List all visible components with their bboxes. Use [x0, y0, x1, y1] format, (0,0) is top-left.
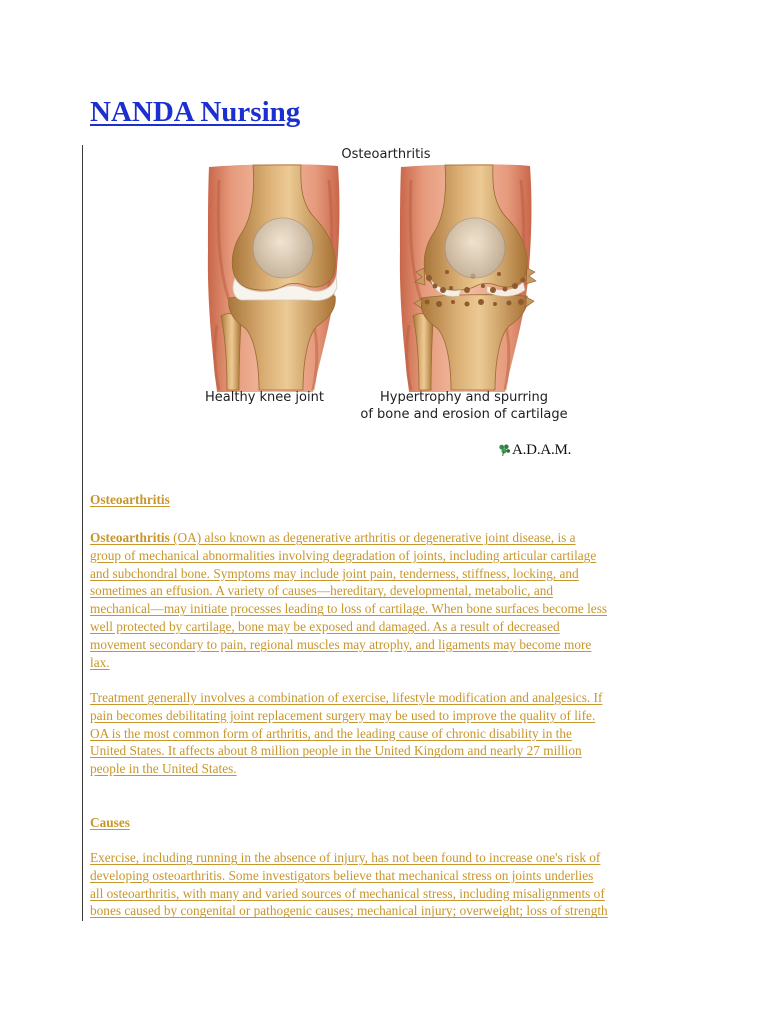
spur-spot [481, 284, 485, 288]
paragraph-line-text[interactable]: (OA) also known as degenerative arthritis or degenerative joint disease, is a [173, 530, 576, 545]
paragraph-causes [90, 849, 608, 920]
paragraph-line[interactable]: lax. [90, 654, 110, 670]
spur-spot [445, 270, 449, 274]
leaf-icon [498, 443, 511, 457]
paragraph-line[interactable]: all osteoarthritis, with many and varied sources of mechanical stress, including misalignments of [90, 885, 605, 901]
paragraph-line[interactable] [90, 529, 607, 547]
spur-spot [478, 299, 484, 305]
spur-spot [503, 287, 508, 292]
paragraph-line[interactable]: well protected by cartilage, bone may be exposed and damaged. As a result of decreased [90, 618, 560, 634]
caption-line: of bone and erosion of cartilage [360, 407, 568, 422]
caption-osteoarthritic-knee [344, 389, 584, 423]
section-heading-block [90, 491, 170, 509]
spur-spot [433, 284, 438, 289]
paragraph-line[interactable]: pain becomes debilitating joint replacement surgery may be used to improve the quality of life. [90, 707, 596, 723]
paragraph-line[interactable]: mechanical—may initiate processes leading to loss of cartilage. When bone surfaces become less [90, 601, 608, 617]
paragraph-line[interactable]: Exercise, including running in the absence of injury, has not been found to increase one's risk of [90, 850, 601, 865]
spur-spot [426, 275, 432, 281]
paragraph-line[interactable]: group of mechanical abnormalities involving degradation of joints, including articular cartilage [90, 547, 597, 563]
spur-spot [436, 301, 442, 307]
knee-illustration [195, 140, 585, 392]
section-heading-block [90, 814, 130, 832]
spur-spot [493, 302, 497, 306]
caption-line: Hypertrophy and spurring [380, 390, 548, 405]
spur-spot [425, 300, 430, 305]
paragraph-definition [90, 529, 607, 671]
spur-spot [464, 287, 470, 293]
paragraph-line[interactable]: OA is the most common form of arthritis, and the leading cause of chronic disability in the [90, 725, 572, 741]
paragraph-treatment [90, 689, 602, 778]
spur-spot [512, 283, 518, 289]
adam-credit [498, 441, 571, 459]
spur-spot [449, 286, 453, 290]
paragraph-line[interactable]: sometimes an effusion. A variety of causes—hereditary, developmental, metabolic, and [90, 583, 554, 599]
spur-projection [526, 268, 536, 284]
section-heading-causes[interactable]: Causes [90, 815, 130, 830]
spur-spot [440, 287, 446, 293]
credit-text: A.D.A.M. [512, 442, 572, 458]
spur-spot [518, 299, 524, 305]
paragraph-line[interactable]: and subchondral bone. Symptoms may include joint pain, tenderness, stiffness, locking, and [90, 565, 579, 581]
healthy-knee-patella [253, 218, 313, 278]
osteoarthritic-knee-patella [445, 218, 505, 278]
paragraph-term[interactable]: Osteoarthritis [90, 530, 170, 545]
healthy-knee [208, 164, 340, 392]
left-vertical-rule [82, 145, 83, 921]
figure-title: Osteoarthritis [341, 147, 431, 162]
section-heading-osteoarthritis[interactable]: Osteoarthritis [90, 492, 170, 507]
spur-spot [451, 300, 455, 304]
spur-spot [521, 278, 526, 283]
paragraph-line[interactable]: Treatment generally involves a combination of exercise, lifestyle modification and analgesics. If [90, 690, 603, 705]
spur-projection [526, 297, 534, 307]
paragraph-line[interactable]: developing osteoarthritis. Some investigators believe that mechanical stress on joints underlies [90, 867, 594, 883]
spur-spot [497, 272, 501, 276]
paragraph-line[interactable]: movement secondary to pain, regional muscles may atrophy, and ligaments may become more [90, 636, 592, 652]
spur-spot [490, 287, 496, 293]
paragraph-line[interactable]: bones caused by congenital or pathogenic causes; mechanical injury; overweight; loss of strength [90, 903, 608, 919]
osteoarthritic-knee [400, 164, 536, 392]
spur-spot [465, 302, 470, 307]
page-title-link[interactable]: NANDA Nursing [90, 96, 301, 128]
caption-healthy-knee: Healthy knee joint [205, 390, 324, 405]
spur-spot [507, 301, 512, 306]
paragraph-line[interactable]: people in the United States. [90, 761, 237, 777]
paragraph-line[interactable]: United States. It affects about 8 million people in the United Kingdom and nearly 27 million [90, 743, 582, 759]
